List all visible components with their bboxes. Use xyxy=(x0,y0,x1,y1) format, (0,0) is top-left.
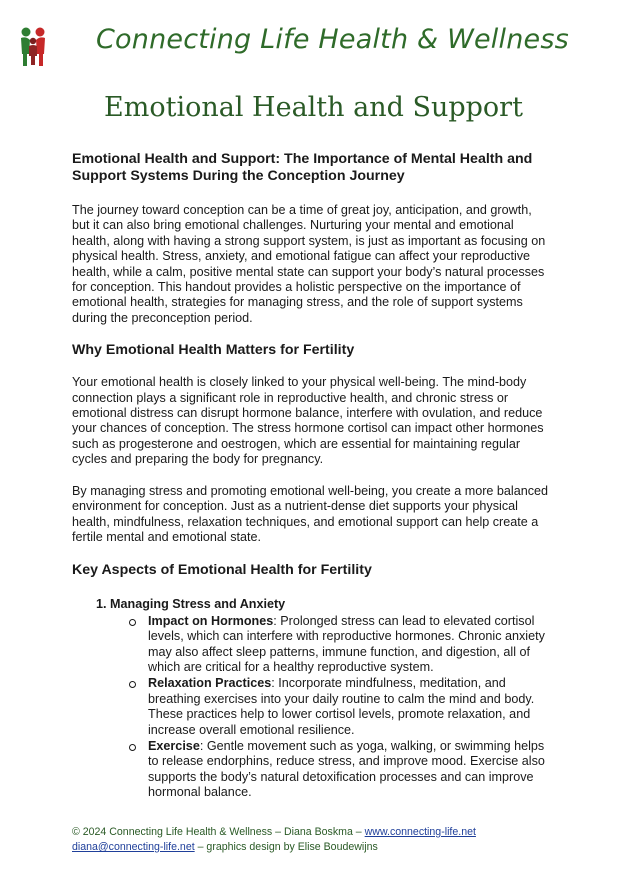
circle-bullet-icon xyxy=(129,681,136,688)
page-title: Emotional Health and Support xyxy=(104,92,523,123)
intro-heading: Emotional Health and Support: The Importance of Mental Health and Support Systems During the Conception Journey xyxy=(72,151,533,184)
sub-item-impact-on-hormones xyxy=(148,614,552,676)
family-hug-icon xyxy=(16,26,52,68)
sub-item-text: : Prolonged stress can lead to elevated cortisol levels, which can interfere with reproductive hormones. Chronic anxiety may also affect sleep patterns, immune function, and digestion, all of which are critical for a healthy reproductive system. xyxy=(148,613,545,674)
circle-bullet-icon xyxy=(129,744,136,751)
footer-line-2 xyxy=(72,840,572,855)
sub-item-exercise xyxy=(148,739,552,801)
why-paragraph-2: By managing stress and promoting emotional well-being, you create a more balanced environment for conception. Just as a nutrient-dense diet supports your physical health, mindfulness, relaxation techniques, and emotional support can help create a fertile mental and emotional state. xyxy=(72,483,549,544)
why-paragraph-1: Your emotional health is closely linked to your physical well-being. The mind-body connection plays a significant role in reproductive health, and chronic stress or emotional distress can disrupt hormone balance, interfere with ovulation, and reduce your chances of conception. The stress hormone cortisol can impact other hormones such as progesterone and oestrogen, which are essential for maintaining regular cycles and preparing the body for pregnancy. xyxy=(72,375,544,467)
handout-body xyxy=(72,151,552,801)
sub-item-text: : Gentle movement such as yoga, walking, or swimming helps to release endorphins, reduce stress, and improve mood. Exercise also supports the body’s natural detoxification processes and can improve hormonal balance. xyxy=(148,738,545,800)
sub-item-relaxation-practices xyxy=(148,676,552,738)
page-footer xyxy=(72,825,572,855)
sub-item-term: Exercise xyxy=(148,738,200,753)
page-header xyxy=(0,18,627,68)
footer-line-1 xyxy=(72,825,572,840)
footer-copyright: © 2024 Connecting Life Health & Wellness – Diana Boskma – xyxy=(72,826,365,838)
website-link[interactable]: www.connecting-life.net xyxy=(364,826,476,838)
footer-credit: – graphics design by Elise Boudewijns xyxy=(194,841,378,853)
brand-name: Connecting Life Health & Wellness xyxy=(96,24,569,55)
why-heading: Why Emotional Health Matters for Fertility xyxy=(72,342,355,359)
sub-list xyxy=(110,614,552,801)
key-aspects-list xyxy=(72,597,552,800)
email-link[interactable]: diana@connecting-life.net xyxy=(72,841,195,853)
sub-item-term: Relaxation Practices xyxy=(148,676,272,691)
list-item-title: Managing Stress and Anxiety xyxy=(110,597,286,612)
sub-item-term: Impact on Hormones xyxy=(148,613,274,628)
sub-item-text: : Incorporate mindfulness, meditation, and breathing exercises into your daily routine to calm the mind and body. These practices help to lower cortisol levels, promote relaxation, and increase overall emotional resilience. xyxy=(148,676,535,737)
intro-paragraph: The journey toward conception can be a time of great joy, anticipation, and growth, but it can also bring emotional challenges. Nurturing your mental and emotional health, along with having a strong support system, is just as important as focusing on physical health. Stress, anxiety, and emotional fatigue can affect your reproductive health, while a calm, positive mental state can support your body’s natural processes for conception. This handout provides a holistic perspective on the importance of emotional health, strategies for managing stress, and the role of support systems during the preconception period. xyxy=(72,203,546,325)
circle-bullet-icon xyxy=(129,619,136,626)
key-aspects-heading: Key Aspects of Emotional Health for Fertility xyxy=(72,562,372,579)
list-item-managing-stress xyxy=(110,597,552,800)
